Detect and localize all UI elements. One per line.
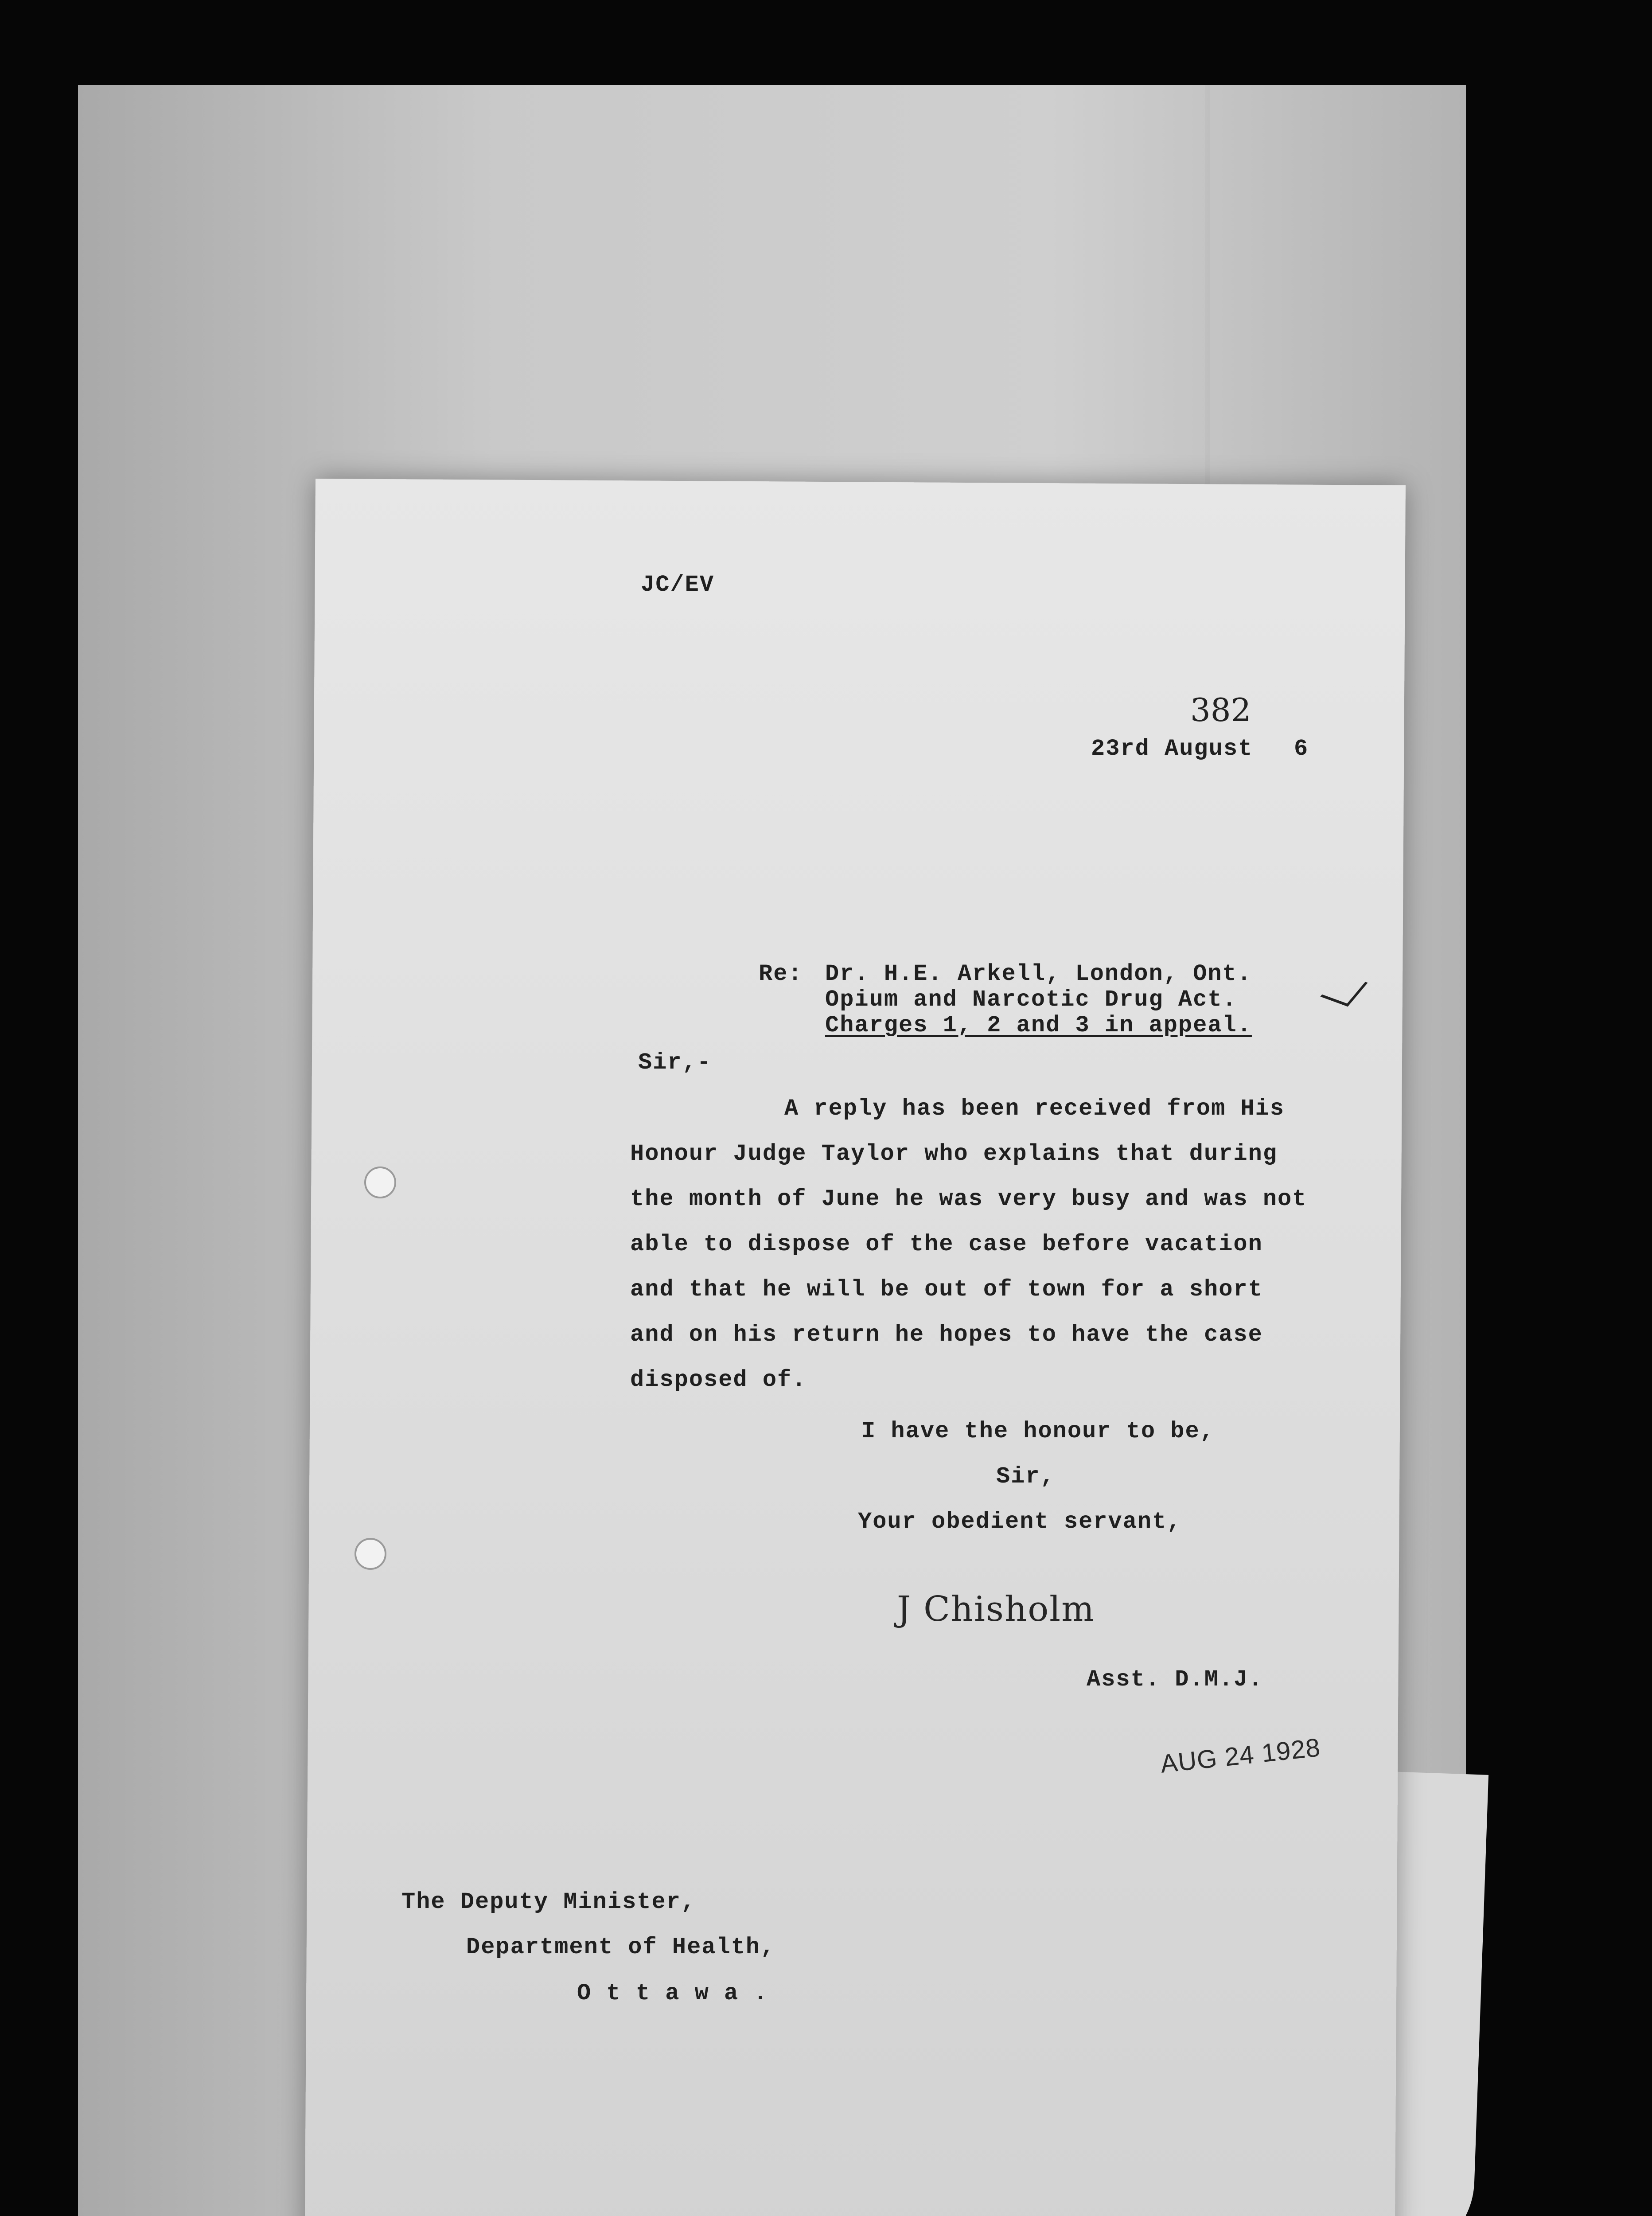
body-line: and on his return he hopes to have the case (630, 1322, 1263, 1348)
letter-date-suffix: 6 (1294, 736, 1309, 762)
re-line: Charges 1, 2 and 3 in appeal. (825, 1012, 1252, 1038)
body-line: Honour Judge Taylor who explains that during (630, 1141, 1278, 1167)
page-number: 382 (1190, 691, 1251, 729)
signer-title: Asst. D.M.J. (1087, 1666, 1263, 1693)
addressee-line: The Deputy Minister, (401, 1889, 696, 1915)
body-line: the month of June he was very busy and was not (630, 1186, 1307, 1212)
closing-line: Your obedient servant, (858, 1509, 1182, 1535)
punch-hole-lower (355, 1538, 386, 1570)
addressee-line: O t t a w a . (577, 1980, 768, 2006)
body-line: and that he will be out of town for a short (630, 1276, 1263, 1303)
salutation: Sir,- (638, 1049, 712, 1076)
punch-hole-upper (364, 1167, 396, 1198)
re-line: Dr. H.E. Arkell, London, Ont. (825, 961, 1252, 987)
body-line: A reply has been received from His (784, 1096, 1285, 1122)
re-line: Opium and Narcotic Drug Act. (825, 987, 1237, 1013)
addressee-line: Department of Health, (466, 1934, 775, 1960)
body-line: able to dispose of the case before vacation (630, 1231, 1263, 1257)
letter-date: 23rd August (1091, 736, 1253, 762)
body-line: disposed of. (630, 1367, 807, 1393)
signature-stamp: J Chisholm (897, 1589, 1095, 1629)
received-date-stamp: AUG 24 1928 (1159, 1733, 1322, 1779)
reference-initials: JC/EV (641, 572, 715, 598)
closing-line: Sir, (996, 1463, 1055, 1490)
re-label: Re: (759, 961, 803, 987)
closing-line: I have the honour to be, (861, 1418, 1215, 1444)
